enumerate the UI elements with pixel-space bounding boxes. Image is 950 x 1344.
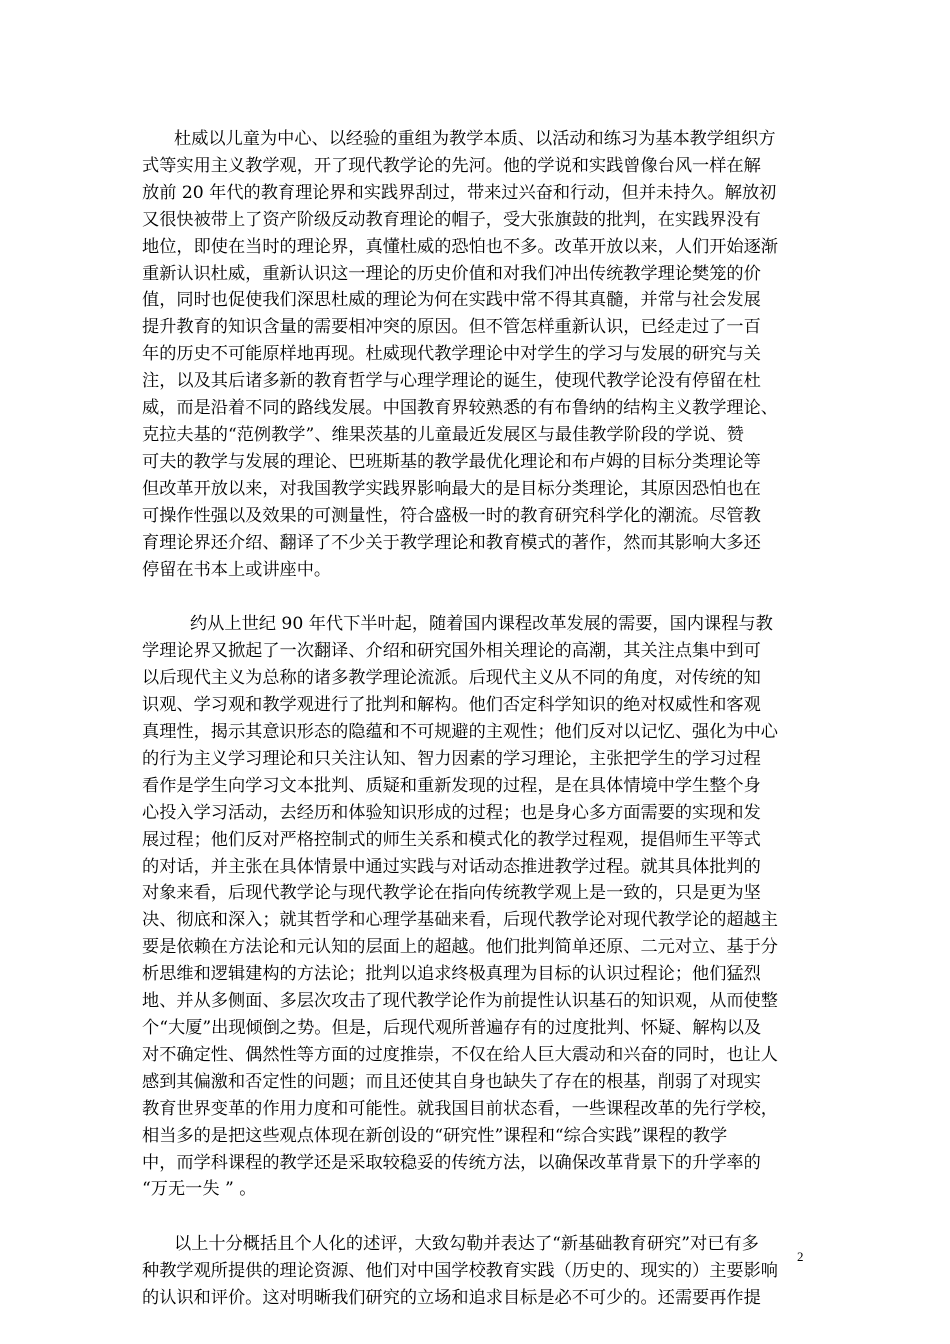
- text-line: 的行为主义学习理论和只关注认知、智力因素的学习理论，主张把学生的学习过程: [142, 748, 761, 769]
- text-line: 要是依赖在方法论和元认知的层面上的超越。他们批判简单还原、二元对立、基于分: [142, 937, 778, 958]
- paragraph-postmodern: [142, 611, 807, 1203]
- text-line: 决、彻底和深入；就其哲学和心理学基础来看，后现代教学论对现代教学论的超越主: [142, 910, 778, 931]
- text-line: 以上十分概括且个人化的述评，大致勾勒并表达了“新基础教育研究”对已有多: [174, 1234, 759, 1255]
- text-line: 对象来看，后现代教学论与现代教学论在指向传统教学观上是一致的，只是更为坚: [142, 883, 761, 904]
- text-line: 注，以及其后诸多新的教育哲学与心理学理论的诞生，使现代教学论没有停留在杜: [142, 371, 761, 392]
- text-line: 个“大厦”出现倾倒之势。但是，后现代观所普遍存有的过度批判、怀疑、解构以及: [142, 1018, 762, 1038]
- text-line: 展过程；他们反对严格控制式的师生关系和模式化的教学过程观，提倡师生平等式: [142, 829, 761, 850]
- text-line: 感到其偏激和否定性的问题；而且还使其自身也缺失了存在的根基，削弱了对现实: [142, 1071, 761, 1092]
- text-line: 育理论界还介绍、翻译了不少关于教学理论和教育模式的著作，然而其影响大多还: [142, 532, 761, 553]
- text-line: 析思维和逻辑建构的方法论；批判以追求终极真理为目标的认识过程论；他们猛烈: [142, 964, 761, 985]
- text-line: 重新认识杜威，重新认识这一理论的历史价值和对我们冲出传统教学理论樊笼的价: [142, 263, 761, 284]
- paragraph-dewey: [142, 126, 807, 583]
- paragraph-summary: [142, 1231, 807, 1312]
- text-line: 识观、学习观和教学观进行了批判和解构。他们否定科学知识的绝对权威性和客观: [142, 695, 761, 716]
- text-line: 学理论界又掀起了一次翻译、介绍和研究国外相关理论的高潮，其关注点集中到可: [142, 641, 761, 662]
- text-line: 约从上世纪 90 年代下半叶起，随着国内课程改革发展的需要，国内课程与教: [190, 614, 773, 635]
- text-line: 可夫的教学与发展的理论、巴班斯基的教学最优化理论和布卢姆的目标分类理论等: [142, 451, 761, 472]
- text-line: 又很快被带上了资产阶级反动教育理论的帽子，受大张旗鼓的批判，在实践界没有: [142, 209, 761, 230]
- text-line: “万无一失 ” 。: [142, 1179, 257, 1200]
- text-line: 看作是学生向学习文本批判、质疑和重新发现的过程，是在具体情境中学生整个身: [142, 775, 761, 796]
- text-line: 但改革开放以来，对我国教学实践界影响最大的是目标分类理论，其原因恐怕也在: [142, 478, 761, 499]
- text-line: 值，同时也促使我们深思杜威的理论为何在实践中常不得其真髓，并常与社会发展: [142, 290, 761, 311]
- text-line: 可操作性强以及效果的可测量性，符合盛极一时的教育研究科学化的潮流。尽管教: [142, 505, 761, 526]
- text-line: 的对话，并主张在具体情景中通过实践与对话动态推进教学过程。就其具体批判的: [142, 856, 761, 877]
- body-text: [142, 126, 807, 1312]
- text-line: 地位，即使在当时的理论界，真懂杜威的恐怕也不多。改革开放以来，人们开始逐渐: [142, 236, 778, 257]
- text-line: 提升教育的知识含量的需要相冲突的原因。但不管怎样重新认识，已经走过了一百: [142, 317, 761, 338]
- text-line: 以后现代主义为总称的诸多教学理论流派。后现代主义从不同的角度，对传统的知: [142, 668, 761, 689]
- text-line: 真理性，揭示其意识形态的隐蕴和不可规避的主观性；他们反对以记忆、强化为中心: [142, 722, 778, 743]
- text-line: 放前 20 年代的教育理论界和实践界刮过，带来过兴奋和行动，但并未持久。解放初: [142, 182, 777, 203]
- text-line: 心投入学习活动，去经历和体验知识形成的过程；也是身心多方面需要的实现和发: [142, 802, 761, 823]
- text-line: 年的历史不可能原样地再现。杜威现代教学理论中对学生的学习与发展的研究与关: [142, 344, 761, 365]
- text-line: 威，而是沿着不同的路线发展。中国教育界较熟悉的有布鲁纳的结构主义教学理论、: [142, 398, 778, 419]
- page-number: 2: [797, 1249, 804, 1264]
- text-line: 地、并从多侧面、多层次攻击了现代教学论作为前提性认识基石的知识观，从而使整: [142, 991, 778, 1012]
- text-line: 教育世界变革的作用力度和可能性。就我国目前状态看，一些课程改革的先行学校，: [142, 1098, 778, 1119]
- text-line: 相当多的是把这些观点体现在新创设的“研究性”课程和“综合实践”课程的教学: [142, 1125, 728, 1146]
- text-line: 克拉夫基的“范例教学”、维果茨基的儿童最近发展区与最佳教学阶段的学说、赞: [142, 424, 744, 445]
- text-line: 中，而学科课程的教学还是采取较稳妥的传统方法，以确保改革背景下的升学率的: [142, 1152, 761, 1173]
- text-line: 停留在书本上或讲座中。: [142, 559, 332, 580]
- text-line: 的认识和评价。这对明晰我们研究的立场和追求目标是必不可少的。还需要再作提: [142, 1288, 761, 1309]
- text-line: 种教学观所提供的理论资源、他们对中国学校教育实践（历史的、现实的）主要影响: [142, 1261, 778, 1282]
- text-line: 对不确定性、偶然性等方面的过度推崇，不仅在给人巨大震动和兴奋的同时，也让人: [142, 1044, 778, 1065]
- text-line: 杜威以儿童为中心、以经验的重组为教学本质、以活动和练习为基本教学组织方: [174, 129, 776, 149]
- text-line: 式等实用主义教学观，开了现代教学论的先河。他的学说和实践曾像台风一样在解: [142, 155, 761, 176]
